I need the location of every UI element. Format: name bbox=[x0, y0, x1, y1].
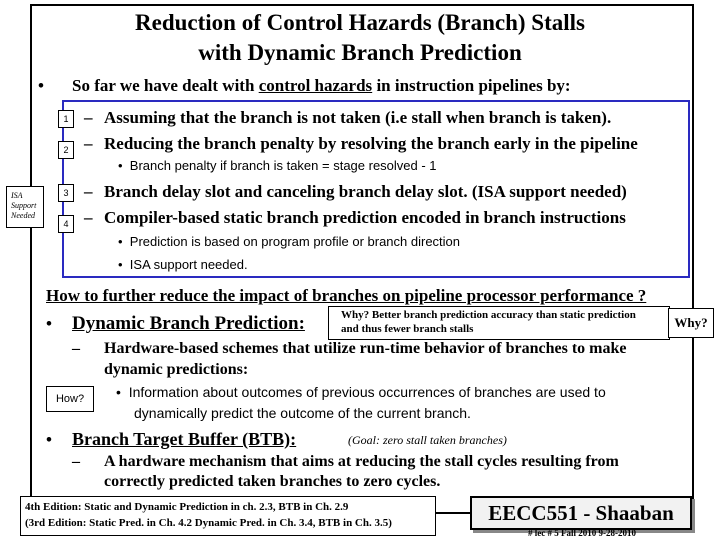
why-label: Why? bbox=[674, 315, 708, 330]
sub-bullet-profile: • Prediction is based on program profile or branch direction bbox=[118, 234, 461, 249]
isa-support-text: ISA support needed. bbox=[129, 257, 248, 272]
edition-reference-box bbox=[20, 496, 436, 536]
info-text-1: Information about outcomes of previous occurrences of branches are used to bbox=[128, 384, 606, 400]
item-number-4: 4 bbox=[58, 215, 74, 233]
item-number-3: 3 bbox=[58, 184, 74, 202]
why-note-line2: and thus fewer branch stalls bbox=[341, 323, 474, 335]
profile-text: Prediction is based on program profile or branch direction bbox=[129, 234, 461, 249]
isa-note-box bbox=[6, 186, 44, 228]
isa-note-line1: ISA bbox=[11, 191, 23, 200]
dynamic-dash: – bbox=[72, 340, 80, 357]
how-box bbox=[46, 386, 94, 412]
item-dash-1: – bbox=[84, 108, 93, 127]
slide-title-line2: with Dynamic Branch Prediction bbox=[198, 40, 522, 65]
dynamic-sub-line2: dynamic predictions: bbox=[104, 361, 249, 378]
item-text-4: Compiler-based static branch prediction encoded in branch instructions bbox=[104, 208, 626, 227]
intro-line bbox=[72, 76, 571, 96]
item-text-3: Branch delay slot and canceling branch delay slot. (ISA support needed) bbox=[104, 182, 627, 201]
lecture-info: # lec # 5 Fall 2010 9-28-2010 bbox=[528, 528, 636, 538]
isa-note-line3: Needed bbox=[11, 211, 35, 220]
item-text-1: Assuming that the branch is not taken (i.e stall when branch is taken). bbox=[104, 108, 612, 127]
further-question: How to further reduce the impact of branches on pipeline processor performance ? bbox=[46, 286, 647, 305]
edition-ref-line2: (3rd Edition: Static Pred. in Ch. 4.2 Dynamic Pred. in Ch. 3.4, BTB in Ch. 3.5) bbox=[25, 517, 392, 529]
why-note-line1: Why? Better branch prediction accuracy than static prediction bbox=[341, 309, 636, 321]
how-label: How? bbox=[55, 393, 85, 405]
info-line1: • Information about outcomes of previous occurrences of branches are used to bbox=[116, 384, 606, 400]
item-text-2: Reducing the branch penalty by resolving the branch early in the pipeline bbox=[104, 134, 638, 153]
sub-bullet-isa: • ISA support needed. bbox=[118, 257, 248, 272]
why-box bbox=[668, 308, 714, 338]
dynamic-bullet: • bbox=[46, 314, 52, 333]
intro-pre: So far we have dealt with bbox=[72, 76, 259, 95]
item-dash-4: – bbox=[84, 208, 93, 227]
btb-bullet: • bbox=[46, 430, 52, 449]
btb-sub-line1: A hardware mechanism that aims at reducing the stall cycles resulting from bbox=[104, 453, 619, 470]
btb-goal: (Goal: zero stall taken branches) bbox=[348, 433, 507, 447]
btb-dash: – bbox=[72, 453, 80, 470]
btb-sub-line2: correctly predicted taken branches to zero cycles. bbox=[104, 473, 441, 490]
item-dash-3: – bbox=[84, 182, 93, 201]
edition-ref-line1: 4th Edition: Static and Dynamic Prediction in ch. 2.3, BTB in Ch. 2.9 bbox=[25, 501, 349, 513]
intro-bullet: • bbox=[38, 76, 44, 95]
isa-note-line2: Support bbox=[11, 201, 37, 210]
dynamic-sub-line1: Hardware-based schemes that utilize run-time behavior of branches to make bbox=[104, 340, 627, 357]
course-badge: EECC551 - Shaaban bbox=[470, 496, 692, 530]
item-number-1: 1 bbox=[58, 110, 74, 128]
btb-label: Branch Target Buffer (BTB): bbox=[72, 429, 297, 449]
control-hazards-term: control hazards bbox=[258, 76, 373, 95]
penalty-text: Branch penalty if branch is taken = stage resolved - 1 bbox=[129, 158, 437, 173]
item-dash-2: – bbox=[84, 134, 93, 153]
intro-post: in instruction pipelines by: bbox=[372, 76, 571, 95]
slide-title-line1: Reduction of Control Hazards (Branch) Stalls bbox=[135, 10, 585, 35]
why-note-box bbox=[328, 306, 670, 340]
dynamic-branch-prediction-label: Dynamic Branch Prediction: bbox=[72, 313, 305, 334]
info-line2: dynamically predict the outcome of the current branch. bbox=[134, 405, 471, 421]
item-number-2: 2 bbox=[58, 141, 74, 159]
sub-bullet-penalty: • Branch penalty if branch is taken = stage resolved - 1 bbox=[118, 158, 437, 173]
